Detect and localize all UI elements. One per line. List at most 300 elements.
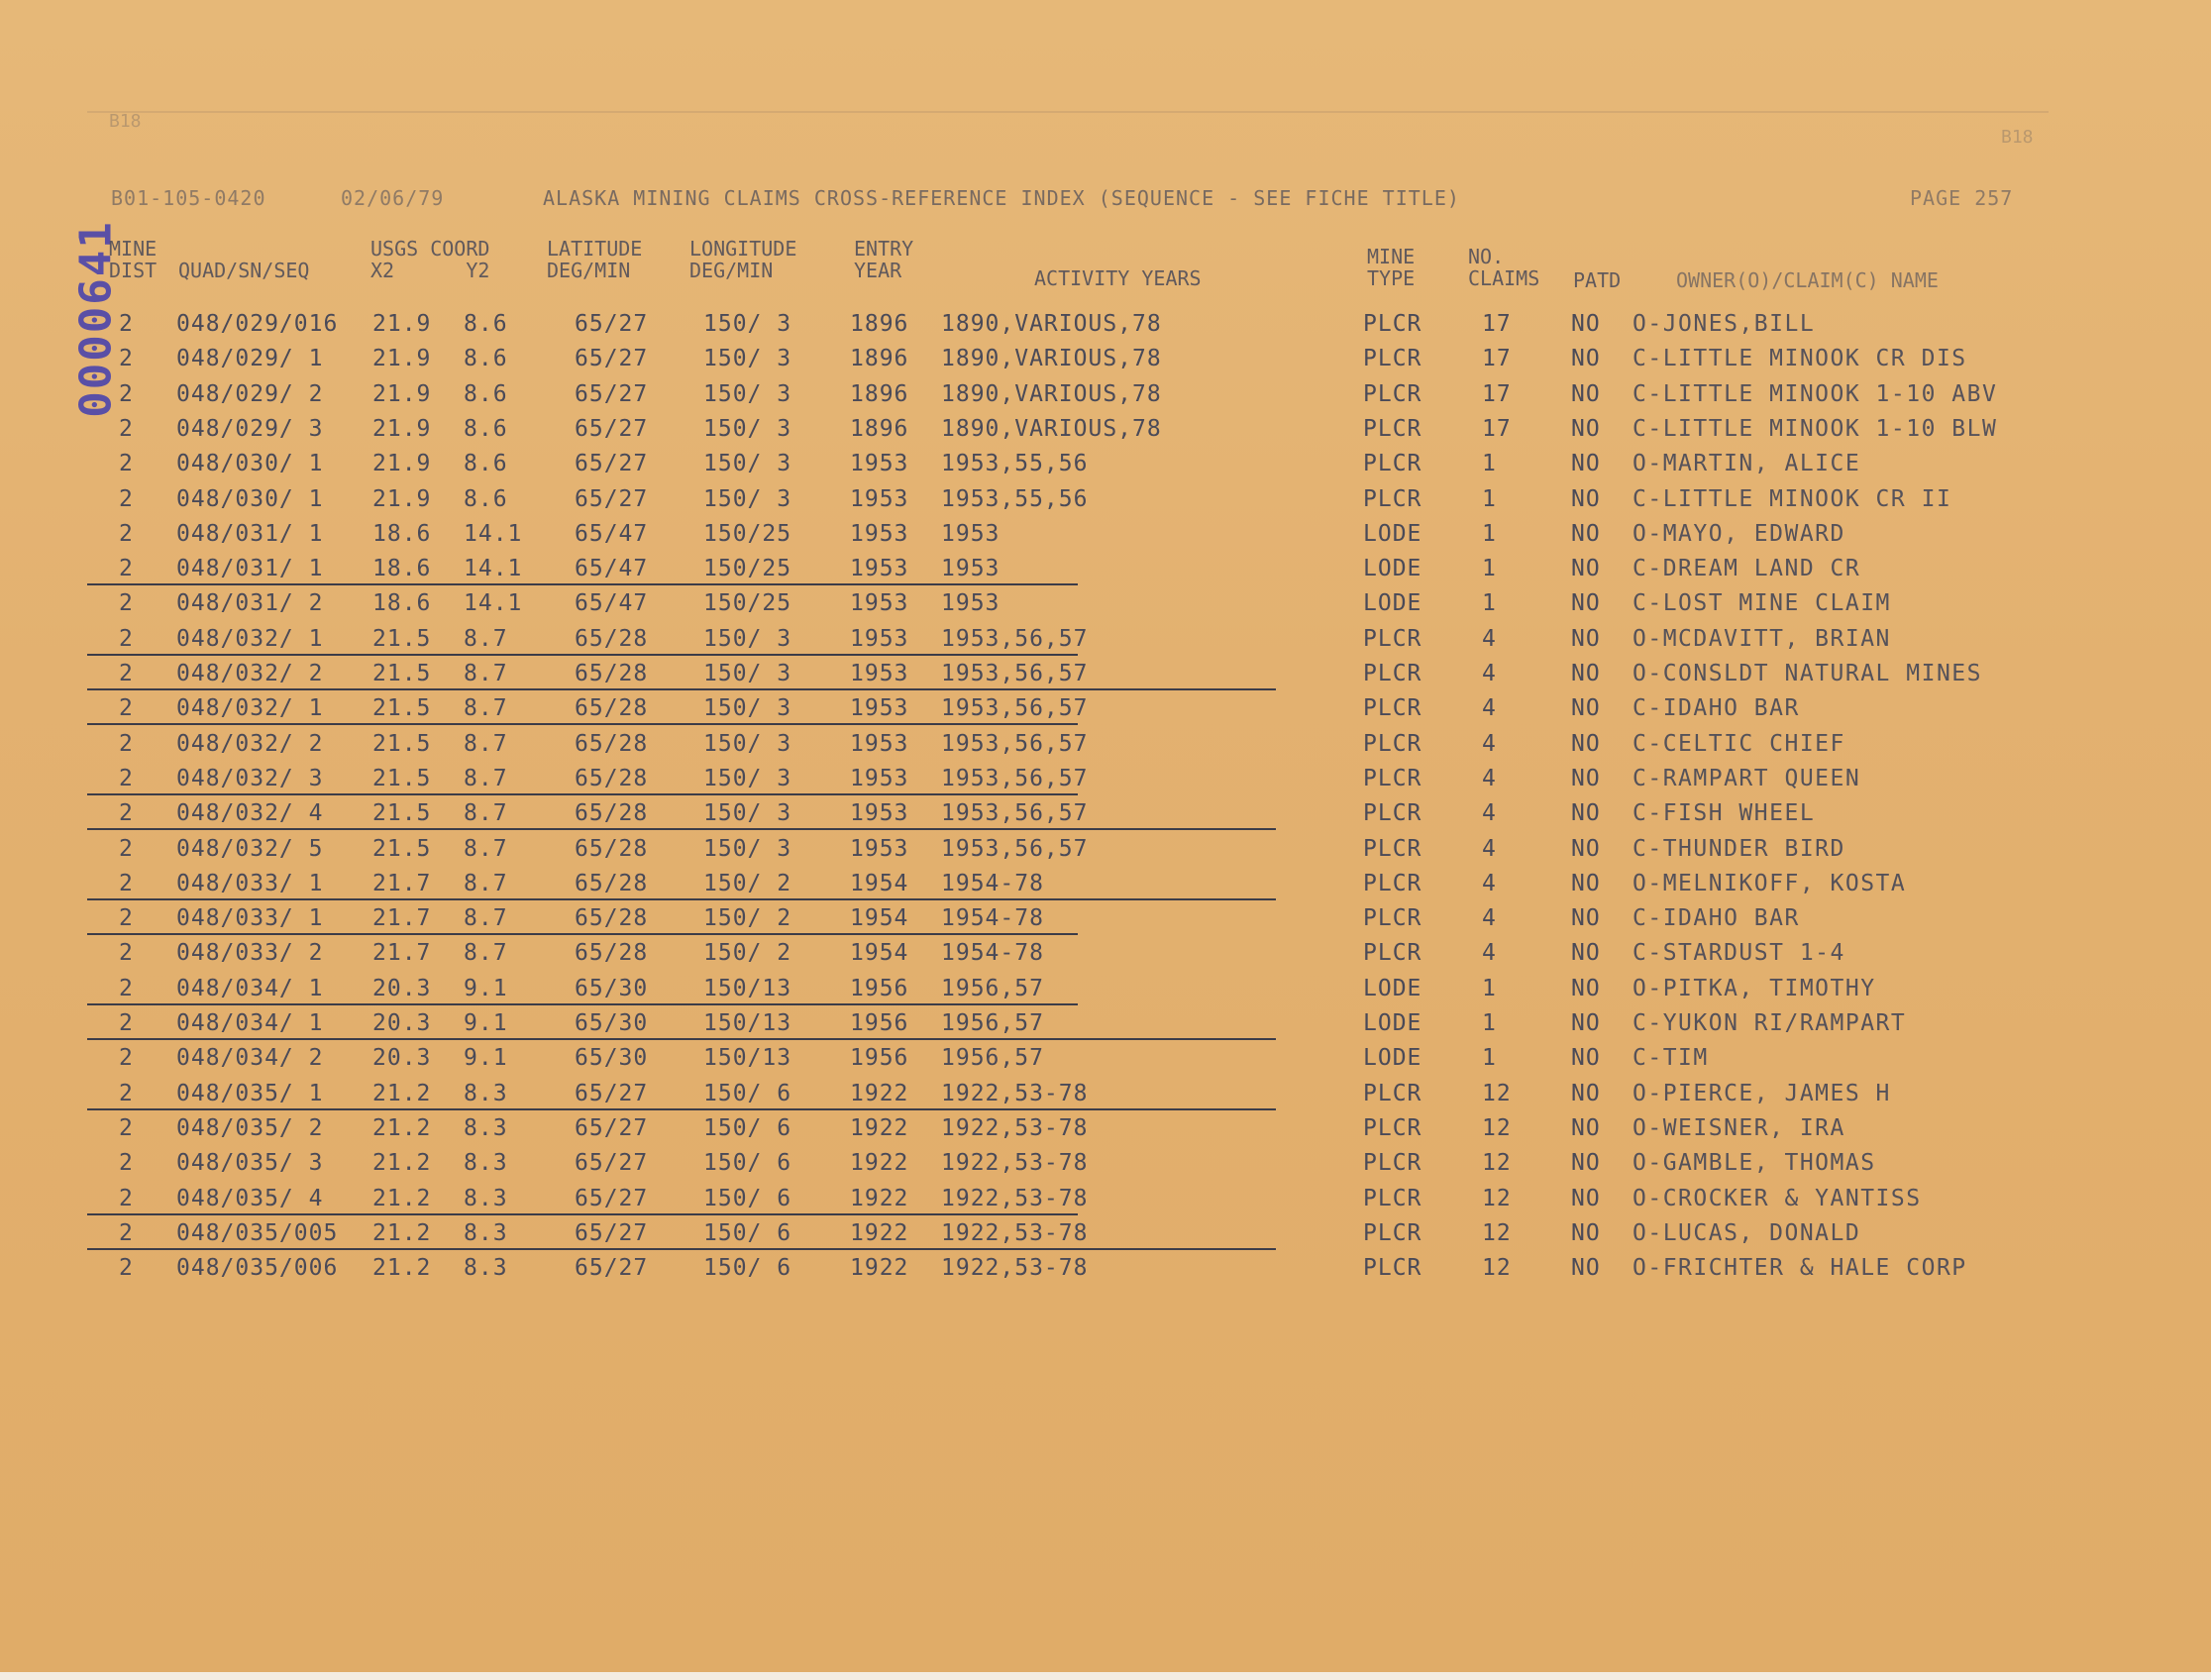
cell-activity-years: 1954-78: [941, 940, 1044, 967]
cell-activity-years: 1954-78: [941, 905, 1044, 932]
cell-mine-district: 2: [119, 625, 134, 652]
cell-entry-year: 1896: [850, 415, 909, 442]
cell-quad-sn-seq: 048/032/ 3: [176, 765, 324, 791]
col-entry-year: [854, 238, 913, 281]
cell-quad-sn-seq: 048/029/ 3: [176, 415, 324, 442]
cell-usgs-y2: 8.7: [464, 905, 508, 932]
cell-claim-count: 4: [1482, 765, 1497, 791]
cell-owner-claim-name: O-MAYO, EDWARD: [1632, 520, 1845, 547]
cell-longitude: 150/13: [703, 1010, 792, 1036]
cell-quad-sn-seq: 048/035/ 3: [176, 1150, 324, 1177]
cell-latitude: 65/28: [575, 765, 649, 791]
cell-entry-year: 1953: [850, 590, 909, 617]
cell-usgs-y2: 8.7: [464, 661, 508, 686]
cell-usgs-y2: 9.1: [464, 975, 508, 1001]
table-row: [87, 305, 2049, 341]
cell-quad-sn-seq: 048/033/ 1: [176, 870, 324, 896]
cell-quad-sn-seq: 048/030/ 1: [176, 485, 324, 512]
cell-longitude: 150/ 6: [703, 1219, 792, 1246]
cell-claim-count: 12: [1482, 1150, 1512, 1177]
cell-longitude: 150/ 3: [703, 380, 792, 407]
cell-usgs-y2: 8.6: [464, 485, 508, 512]
cell-usgs-x2: 18.6: [372, 590, 432, 617]
cell-activity-years: 1953,56,57: [941, 765, 1089, 791]
cell-quad-sn-seq: 048/034/ 1: [176, 1010, 324, 1036]
cell-latitude: 65/28: [575, 661, 649, 686]
cell-longitude: 150/ 3: [703, 695, 792, 722]
cell-quad-sn-seq: 048/029/016: [176, 311, 339, 337]
cell-quad-sn-seq: 048/031/ 1: [176, 556, 324, 582]
cell-activity-years: 1953: [941, 520, 1000, 547]
cell-mine-type: PLCR: [1363, 800, 1422, 827]
cell-patented: NO: [1571, 1010, 1601, 1036]
cell-mine-district: 2: [119, 1114, 134, 1141]
cell-patented: NO: [1571, 1255, 1601, 1282]
cell-longitude: 150/13: [703, 975, 792, 1001]
col-patented: PATD: [1573, 268, 1622, 292]
table-row: [87, 410, 2049, 446]
cell-mine-type: PLCR: [1363, 870, 1422, 896]
cell-activity-years: 1890,VARIOUS,78: [941, 311, 1162, 337]
table-row: [87, 620, 2049, 656]
table-row: [87, 1214, 2049, 1250]
cell-usgs-x2: 20.3: [372, 1010, 432, 1036]
cell-mine-type: PLCR: [1363, 835, 1422, 862]
cell-activity-years: 1922,53-78: [941, 1185, 1089, 1211]
table-row: [87, 1249, 2049, 1285]
cell-activity-years: 1922,53-78: [941, 1150, 1089, 1177]
cell-claim-count: 4: [1482, 730, 1497, 757]
cell-activity-years: 1890,VARIOUS,78: [941, 415, 1162, 442]
cell-usgs-x2: 21.2: [372, 1185, 432, 1211]
cell-mine-district: 2: [119, 1010, 134, 1036]
cell-entry-year: 1953: [850, 835, 909, 862]
cell-activity-years: 1922,53-78: [941, 1219, 1089, 1246]
cell-owner-claim-name: O-MCDAVITT, BRIAN: [1632, 625, 1891, 652]
cell-usgs-x2: 21.5: [372, 625, 432, 652]
cell-mine-type: LODE: [1363, 975, 1422, 1001]
table-row: [87, 1180, 2049, 1215]
header-code: B01-105-0420: [111, 186, 266, 210]
cell-quad-sn-seq: 048/032/ 2: [176, 730, 324, 757]
cell-usgs-x2: 21.7: [372, 870, 432, 896]
page-number: PAGE 257: [1910, 186, 2014, 210]
cell-claim-count: 1: [1482, 1010, 1497, 1036]
cell-patented: NO: [1571, 590, 1601, 617]
cell-usgs-x2: 21.7: [372, 905, 432, 932]
cell-mine-district: 2: [119, 1045, 134, 1072]
cell-quad-sn-seq: 048/033/ 2: [176, 940, 324, 967]
cell-activity-years: 1953,56,57: [941, 800, 1089, 827]
header-date: 02/06/79: [341, 186, 445, 210]
cell-mine-type: PLCR: [1363, 1255, 1422, 1282]
cell-patented: NO: [1571, 1045, 1601, 1072]
cell-longitude: 150/ 3: [703, 625, 792, 652]
cell-usgs-x2: 21.5: [372, 800, 432, 827]
cell-mine-type: PLCR: [1363, 1080, 1422, 1106]
cell-entry-year: 1896: [850, 346, 909, 372]
cell-longitude: 150/ 6: [703, 1080, 792, 1106]
cell-mine-type: LODE: [1363, 590, 1422, 617]
cell-entry-year: 1922: [850, 1114, 909, 1141]
cell-quad-sn-seq: 048/035/006: [176, 1255, 339, 1282]
cell-claim-count: 17: [1482, 415, 1512, 442]
cell-entry-year: 1953: [850, 800, 909, 827]
cell-usgs-x2: 21.5: [372, 835, 432, 862]
cell-activity-years: 1953,56,57: [941, 625, 1089, 652]
cell-claim-count: 12: [1482, 1114, 1512, 1141]
cell-owner-claim-name: O-WEISNER, IRA: [1632, 1114, 1845, 1141]
cell-usgs-y2: 8.6: [464, 415, 508, 442]
cell-latitude: 65/28: [575, 905, 649, 932]
cell-patented: NO: [1571, 625, 1601, 652]
cell-patented: NO: [1571, 415, 1601, 442]
table-row: [87, 1075, 2049, 1110]
cell-patented: NO: [1571, 346, 1601, 372]
cell-usgs-y2: 8.7: [464, 765, 508, 791]
cell-owner-claim-name: C-TIM: [1632, 1045, 1709, 1072]
cell-owner-claim-name: C-LITTLE MINOOK CR II: [1632, 485, 1952, 512]
cell-quad-sn-seq: 048/035/ 1: [176, 1080, 324, 1106]
cell-latitude: 65/30: [575, 1045, 649, 1072]
cell-longitude: 150/ 2: [703, 940, 792, 967]
cell-claim-count: 1: [1482, 520, 1497, 547]
cell-entry-year: 1922: [850, 1150, 909, 1177]
cell-usgs-x2: 21.9: [372, 346, 432, 372]
col-latitude-line2: DEG/MIN: [547, 259, 631, 282]
cell-entry-year: 1953: [850, 661, 909, 686]
table-row: [87, 340, 2049, 375]
cell-usgs-y2: 8.7: [464, 730, 508, 757]
cell-latitude: 65/28: [575, 870, 649, 896]
cell-mine-district: 2: [119, 451, 134, 477]
cell-owner-claim-name: C-RAMPART QUEEN: [1632, 765, 1861, 791]
cell-quad-sn-seq: 048/035/ 2: [176, 1114, 324, 1141]
cell-usgs-x2: 21.5: [372, 765, 432, 791]
col-latitude-line1: LATITUDE: [547, 237, 643, 261]
cell-mine-district: 2: [119, 556, 134, 582]
table-row: [87, 655, 2049, 690]
cell-longitude: 150/ 3: [703, 451, 792, 477]
cell-claim-count: 4: [1482, 800, 1497, 827]
cell-mine-district: 2: [119, 415, 134, 442]
cell-mine-type: PLCR: [1363, 380, 1422, 407]
cell-activity-years: 1953: [941, 590, 1000, 617]
cell-usgs-x2: 21.9: [372, 380, 432, 407]
cell-entry-year: 1956: [850, 975, 909, 1001]
cell-owner-claim-name: O-JONES,BILL: [1632, 311, 1816, 337]
cell-entry-year: 1956: [850, 1010, 909, 1036]
table-row: [87, 1144, 2049, 1180]
cell-activity-years: 1922,53-78: [941, 1255, 1089, 1282]
cell-usgs-x2: 21.2: [372, 1080, 432, 1106]
cell-owner-claim-name: C-IDAHO BAR: [1632, 695, 1800, 722]
cell-usgs-x2: 21.2: [372, 1150, 432, 1177]
table-row: [87, 794, 2049, 830]
col-mine-type-line1: MINE: [1367, 245, 1416, 268]
cell-mine-district: 2: [119, 380, 134, 407]
cell-mine-district: 2: [119, 1219, 134, 1246]
cell-claim-count: 1: [1482, 1045, 1497, 1072]
cell-patented: NO: [1571, 695, 1601, 722]
cell-usgs-y2: 8.3: [464, 1185, 508, 1211]
cell-owner-claim-name: C-LITTLE MINOOK 1-10 BLW: [1632, 415, 1998, 442]
cell-quad-sn-seq: 048/029/ 2: [176, 380, 324, 407]
table-row: [87, 445, 2049, 480]
cell-latitude: 65/27: [575, 1080, 649, 1106]
cell-quad-sn-seq: 048/032/ 1: [176, 695, 324, 722]
cell-quad-sn-seq: 048/032/ 5: [176, 835, 324, 862]
cell-quad-sn-seq: 048/034/ 1: [176, 975, 324, 1001]
cell-usgs-y2: 8.7: [464, 800, 508, 827]
cell-mine-district: 2: [119, 661, 134, 686]
cell-mine-district: 2: [119, 800, 134, 827]
cell-claim-count: 17: [1482, 311, 1512, 337]
cell-claim-count: 4: [1482, 835, 1497, 862]
cell-usgs-y2: 8.6: [464, 451, 508, 477]
cell-usgs-x2: 20.3: [372, 1045, 432, 1072]
cell-claim-count: 4: [1482, 661, 1497, 686]
cell-latitude: 65/27: [575, 485, 649, 512]
cell-quad-sn-seq: 048/031/ 1: [176, 520, 324, 547]
cell-usgs-y2: 9.1: [464, 1045, 508, 1072]
cell-patented: NO: [1571, 451, 1601, 477]
cell-mine-district: 2: [119, 765, 134, 791]
cell-owner-claim-name: C-STARDUST 1-4: [1632, 940, 1845, 967]
cell-activity-years: 1956,57: [941, 1010, 1044, 1036]
cell-usgs-y2: 8.3: [464, 1080, 508, 1106]
cell-claim-count: 1: [1482, 590, 1497, 617]
table-row: [87, 1109, 2049, 1145]
cell-mine-district: 2: [119, 1185, 134, 1211]
cell-entry-year: 1953: [850, 556, 909, 582]
col-activity-years: ACTIVITY YEARS: [1034, 266, 1202, 290]
cell-mine-type: PLCR: [1363, 730, 1422, 757]
cell-usgs-x2: 21.2: [372, 1255, 432, 1282]
cell-patented: NO: [1571, 1219, 1601, 1246]
cell-usgs-y2: 14.1: [464, 556, 523, 582]
cell-longitude: 150/ 6: [703, 1255, 792, 1282]
cell-usgs-x2: 20.3: [372, 975, 432, 1001]
cell-mine-district: 2: [119, 311, 134, 337]
cell-entry-year: 1953: [850, 730, 909, 757]
cell-activity-years: 1953: [941, 556, 1000, 582]
col-latitude: [547, 238, 642, 281]
cell-owner-claim-name: O-LUCAS, DONALD: [1632, 1219, 1861, 1246]
cell-patented: NO: [1571, 940, 1601, 967]
cell-quad-sn-seq: 048/030/ 1: [176, 451, 324, 477]
cell-activity-years: 1954-78: [941, 870, 1044, 896]
cell-owner-claim-name: C-DREAM LAND CR: [1632, 556, 1861, 582]
cell-mine-district: 2: [119, 870, 134, 896]
cell-usgs-x2: 21.9: [372, 451, 432, 477]
cell-entry-year: 1953: [850, 765, 909, 791]
col-quad: QUAD/SN/SEQ: [178, 259, 310, 282]
cell-latitude: 65/47: [575, 556, 649, 582]
table-row: [87, 725, 2049, 761]
cell-entry-year: 1956: [850, 1045, 909, 1072]
cell-mine-district: 2: [119, 730, 134, 757]
col-owner-claim: OWNER(O)/CLAIM(C) NAME: [1676, 268, 1939, 292]
cell-patented: NO: [1571, 905, 1601, 932]
cell-mine-type: LODE: [1363, 1045, 1422, 1072]
cell-mine-type: PLCR: [1363, 1185, 1422, 1211]
cell-mine-district: 2: [119, 835, 134, 862]
cell-longitude: 150/ 3: [703, 346, 792, 372]
table-row: [87, 550, 2049, 585]
cell-latitude: 65/27: [575, 1255, 649, 1282]
cell-entry-year: 1953: [850, 625, 909, 652]
cell-activity-years: 1953,55,56: [941, 485, 1089, 512]
col-no-claims-line1: NO.: [1468, 245, 1505, 268]
cell-usgs-x2: 18.6: [372, 520, 432, 547]
table-row: [87, 970, 2049, 1005]
cell-entry-year: 1953: [850, 695, 909, 722]
cell-mine-district: 2: [119, 975, 134, 1001]
cell-activity-years: 1956,57: [941, 975, 1044, 1001]
cell-longitude: 150/ 3: [703, 485, 792, 512]
cell-latitude: 65/47: [575, 520, 649, 547]
cell-longitude: 150/ 3: [703, 730, 792, 757]
paper-edge: [0, 1672, 2211, 1680]
cell-claim-count: 4: [1482, 625, 1497, 652]
cell-owner-claim-name: C-LITTLE MINOOK CR DIS: [1632, 346, 1967, 372]
cell-usgs-y2: 8.3: [464, 1255, 508, 1282]
cell-usgs-x2: 18.6: [372, 556, 432, 582]
cell-mine-district: 2: [119, 695, 134, 722]
cell-patented: NO: [1571, 311, 1601, 337]
table-row: [87, 830, 2049, 866]
cell-entry-year: 1922: [850, 1185, 909, 1211]
cell-usgs-y2: 8.6: [464, 380, 508, 407]
table-row: [87, 1039, 2049, 1075]
cell-entry-year: 1922: [850, 1080, 909, 1106]
cell-usgs-y2: 14.1: [464, 590, 523, 617]
cell-patented: NO: [1571, 765, 1601, 791]
cell-usgs-y2: 8.7: [464, 940, 508, 967]
cell-latitude: 65/28: [575, 695, 649, 722]
cell-activity-years: 1890,VARIOUS,78: [941, 346, 1162, 372]
cell-patented: NO: [1571, 520, 1601, 547]
cell-owner-claim-name: O-MARTIN, ALICE: [1632, 451, 1861, 477]
cell-usgs-x2: 21.5: [372, 730, 432, 757]
cell-mine-type: PLCR: [1363, 451, 1422, 477]
cell-activity-years: 1953,56,57: [941, 661, 1089, 686]
cell-claim-count: 1: [1482, 556, 1497, 582]
cell-activity-years: 1922,53-78: [941, 1080, 1089, 1106]
cell-mine-type: PLCR: [1363, 311, 1422, 337]
cell-claim-count: 12: [1482, 1255, 1512, 1282]
cell-usgs-x2: 21.2: [372, 1114, 432, 1141]
cell-patented: NO: [1571, 556, 1601, 582]
cell-claim-count: 12: [1482, 1080, 1512, 1106]
cell-longitude: 150/ 2: [703, 870, 792, 896]
cell-usgs-y2: 8.3: [464, 1114, 508, 1141]
cell-activity-years: 1953,56,57: [941, 695, 1089, 722]
cell-usgs-y2: 8.7: [464, 835, 508, 862]
cell-latitude: 65/27: [575, 1219, 649, 1246]
cell-latitude: 65/28: [575, 730, 649, 757]
cell-entry-year: 1954: [850, 870, 909, 896]
cell-entry-year: 1896: [850, 380, 909, 407]
cell-owner-claim-name: C-THUNDER BIRD: [1632, 835, 1845, 862]
frame-line: [87, 111, 2049, 113]
cell-mine-type: LODE: [1363, 520, 1422, 547]
col-longitude-line1: LONGITUDE: [689, 237, 797, 261]
cell-patented: NO: [1571, 870, 1601, 896]
col-mine-dist-line1: MINE: [109, 237, 158, 261]
cell-mine-district: 2: [119, 1080, 134, 1106]
cell-latitude: 65/30: [575, 1010, 649, 1036]
cell-usgs-x2: 21.2: [372, 1219, 432, 1246]
cell-claim-count: 4: [1482, 870, 1497, 896]
cell-patented: NO: [1571, 1114, 1601, 1141]
col-entry-line1: ENTRY: [854, 237, 914, 261]
cell-quad-sn-seq: 048/035/ 4: [176, 1185, 324, 1211]
cell-patented: NO: [1571, 485, 1601, 512]
cell-owner-claim-name: O-CONSLDT NATURAL MINES: [1632, 661, 1982, 686]
cell-usgs-y2: 8.7: [464, 695, 508, 722]
cell-claim-count: 12: [1482, 1185, 1512, 1211]
cell-patented: NO: [1571, 835, 1601, 862]
cell-mine-type: PLCR: [1363, 1219, 1422, 1246]
cell-latitude: 65/28: [575, 625, 649, 652]
cell-latitude: 65/27: [575, 380, 649, 407]
cell-mine-type: LODE: [1363, 1010, 1422, 1036]
cell-owner-claim-name: C-IDAHO BAR: [1632, 905, 1800, 932]
cell-owner-claim-name: C-LOST MINE CLAIM: [1632, 590, 1891, 617]
cell-patented: NO: [1571, 730, 1601, 757]
cell-owner-claim-name: O-FRICHTER & HALE CORP: [1632, 1255, 1967, 1282]
cell-mine-district: 2: [119, 346, 134, 372]
cell-claim-count: 1: [1482, 451, 1497, 477]
cell-latitude: 65/28: [575, 800, 649, 827]
col-y2: Y2: [466, 259, 490, 282]
cell-activity-years: 1922,53-78: [941, 1114, 1089, 1141]
cell-patented: NO: [1571, 1150, 1601, 1177]
cell-mine-district: 2: [119, 1255, 134, 1282]
cell-entry-year: 1922: [850, 1219, 909, 1246]
col-usgs-line1: USGS COORD: [370, 237, 490, 261]
cell-mine-district: 2: [119, 1150, 134, 1177]
cell-longitude: 150/25: [703, 520, 792, 547]
cell-longitude: 150/ 3: [703, 311, 792, 337]
col-x2: X2: [370, 259, 395, 282]
table-row: [87, 584, 2049, 620]
cell-mine-district: 2: [119, 940, 134, 967]
cell-patented: NO: [1571, 800, 1601, 827]
col-entry-line2: YEAR: [854, 259, 902, 282]
cell-longitude: 150/ 6: [703, 1114, 792, 1141]
table-row: [87, 689, 2049, 725]
cell-quad-sn-seq: 048/029/ 1: [176, 346, 324, 372]
table-row: [87, 934, 2049, 970]
cell-usgs-x2: 21.5: [372, 695, 432, 722]
cell-latitude: 65/27: [575, 346, 649, 372]
cell-longitude: 150/ 3: [703, 835, 792, 862]
col-longitude-line2: DEG/MIN: [689, 259, 774, 282]
cell-owner-claim-name: O-PIERCE, JAMES H: [1632, 1080, 1891, 1106]
table-row: [87, 1004, 2049, 1040]
cell-mine-district: 2: [119, 905, 134, 932]
cell-claim-count: 4: [1482, 940, 1497, 967]
col-no-claims: [1468, 246, 1539, 289]
cell-usgs-x2: 21.7: [372, 940, 432, 967]
cell-longitude: 150/ 3: [703, 800, 792, 827]
cell-owner-claim-name: O-MELNIKOFF, KOSTA: [1632, 870, 1907, 896]
cell-claim-count: 1: [1482, 975, 1497, 1001]
cell-latitude: 65/47: [575, 590, 649, 617]
